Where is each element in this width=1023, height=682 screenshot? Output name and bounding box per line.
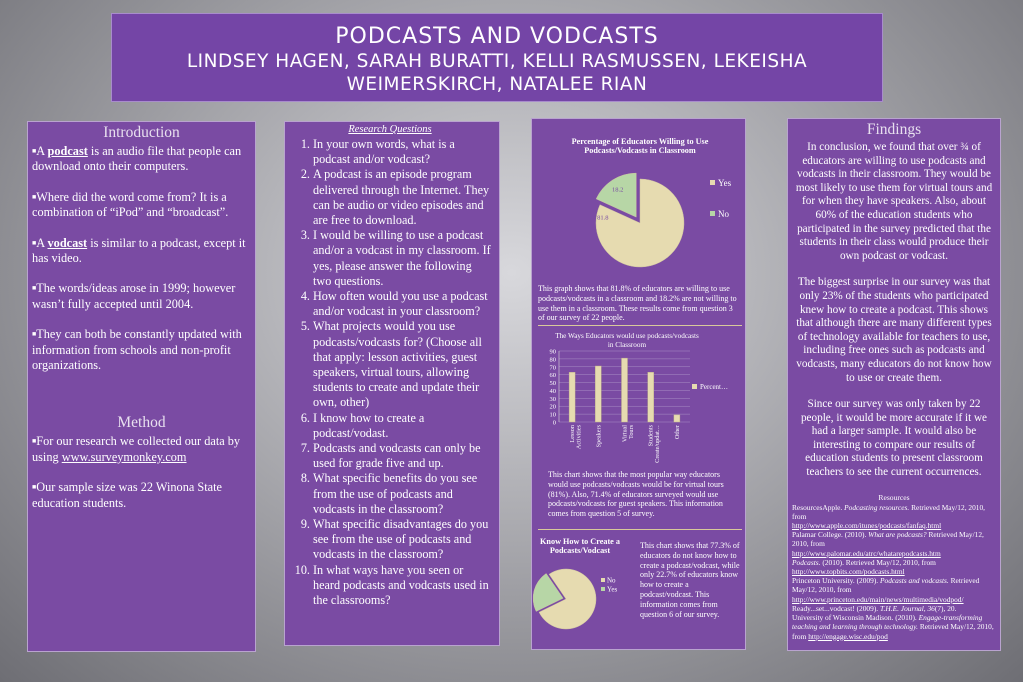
x-tick-label: Students [647,425,655,447]
legend-swatch [710,180,715,185]
x-tick-label: Create/updat… [654,425,662,463]
y-tick-label: 30 [549,395,556,403]
x-tick-label-group [674,425,681,439]
divider [538,325,742,326]
research-questions-panel [284,121,500,646]
findings-paragraph-2: The biggest surprise in our survey was that only 23% of the students who participated knew how to create a podcast. This shows that although there are many different types of technology available for teachers to use, including free ones such as podcasts and vodcasts, many educators do not know how to use or create them. [796,276,992,384]
y-tick-label: 40 [549,387,556,395]
reference-link[interactable]: http://www.topbits.com/podcasts.html [792,567,905,577]
know-how-pie-chart [532,559,630,649]
y-tick-label: 0 [552,419,556,427]
poster-authors: LINDSEY HAGEN, SARAH BURATTI, KELLI RASMUSSEN, LEKEISHA WEIMERSKIRCH, NATALEE RIAN [186,51,808,95]
bar-chart-title: in Classroom [607,341,647,349]
bar [674,415,680,422]
title-banner [111,13,883,102]
y-tick-label: 90 [549,348,556,356]
intro-point-3: ■A vodcast is similar to a podcast, except it has video. [32,235,246,266]
resources-list [792,503,996,641]
bar [595,366,601,422]
legend-label: No [718,209,729,219]
question-item: 10. In what ways have you seen or heard podcasts and vodcasts used in the classrooms? [313,563,493,609]
intro-point-4: ■The words/ideas arose in 1999; however wasn’t fully accepted until 2004. [32,281,236,311]
pie1-caption: This graph shows that 81.8% of educators are willing to use podcasts/vodcasts in a classroom and 18.2% are not willing to use them in a classroom. These results come from question 3 of our survey of 22 people. [538,284,737,323]
legend-swatch [601,587,605,591]
x-tick-label-group [569,424,583,449]
x-tick-label: Other [673,425,681,440]
research-questions-heading: Research Questions [348,124,432,135]
legend-swatch [710,211,715,216]
x-tick-label-group [648,424,662,462]
question-item: 6. I know how to create a podcast/vodast. [313,411,493,441]
reference-item: ResourcesApple. Podcasting resources. Retrieved May/12, 2010, from http://www.apple.com/itunes/podcasts/fanfaq.html [792,502,986,531]
bar [622,358,628,422]
question-item: 4. How often would you use a podcast and/or vodcast in your classroom? [313,289,493,319]
reference-item: Podcasts. (2010). Retrieved May/12, 2010, from http://www.topbits.com/podcasts.html [792,557,936,577]
question-item: 8. What specific benefits do you see from the use of podcasts and vodcasts in the classroom? [313,471,493,517]
legend-label: No [607,576,616,585]
pie-data-label: 18.2 [611,186,624,194]
resources-heading: Resources [878,492,910,502]
pie2-title: Know How to Create a Podcasts/Vodcast [540,537,620,555]
x-tick-label: Speakers [595,425,603,448]
research-questions-list [287,137,493,608]
y-tick-label: 20 [549,403,556,411]
introduction-heading: Introduction [103,124,180,141]
findings-heading: Findings [866,121,922,138]
findings-panel [787,118,1001,651]
reference-item: Princeton University. (2009). Podcasts and vodcasts. Retrieved May/12, 2010, from http://www.princeton.edu/main/news/multimedia/vodpod/ [792,576,980,604]
x-tick-label: Virtual [621,425,629,443]
legend-label: Yes [718,178,732,188]
method-point-2: ■Our sample size was 22 Winona State education students. [32,480,222,510]
question-item: 1. In your own words, what is a podcast and/or vodcast? [313,137,493,167]
bar [569,372,575,422]
divider [538,529,742,530]
charts-panel [531,118,746,650]
question-item: 9. What specific disadvantages do you see from the use of podcasts and vodcasts in the classroom? [313,517,493,563]
y-tick-label: 50 [549,380,556,388]
vodcast-term: vodcast [47,235,88,250]
pie-data-label: 81.8 [597,214,609,222]
willing-pie-chart [532,161,746,281]
bar-chart-title: The Ways Educators would use podcasts/vodcasts [555,332,699,340]
reference-link[interactable]: http://www.palomar.edu/atrc/whatarepodcasts.htm [792,548,941,558]
pie2-caption: This chart shows that 77.3% of educators do not know how to create a podcast/vodcast, while only 22.7% of educators know how to create a podcast/vodcast. This information comes from question 6 of our survey. [640,541,740,619]
bar [648,372,654,422]
reference-link[interactable]: http://engage.wisc.edu/pod [808,631,888,641]
reference-link[interactable]: http://www.apple.com/itunes/podcasts/fanfaq.html [792,521,942,531]
bar-caption: This chart shows that the most popular way educators would use podcasts/vodcasts would be for virtual tours (81%). Also, 71.4% of educators surveyed would use podcasts/vodcasts for guest speakers. This information comes from question 5 of survey. [548,470,724,519]
podcast-term: podcast [47,144,88,158]
legend-label: Yes [607,585,618,594]
pie1-title: Percentage of Educators Willing to Use Podcasts/Vodcasts in Classroom [571,137,709,155]
ways-bar-chart [532,327,746,467]
x-tick-label-group [622,424,636,442]
findings-paragraph-1: In conclusion, we found that over ¾ of educators are willing to use podcasts and vodcasts in their classroom. They would be most likely to use them for virtual tours and for when they have speakers. Also, about 60% of the education students who participated in the survey predicted that the students in their class would produce their own podcast or vodcast. [795,141,993,262]
legend-label: Percent… [700,383,728,391]
question-item: 7. Podcasts and vodcasts can only be used for grade five and up. [313,441,493,471]
y-tick-label: 70 [549,364,556,372]
y-tick-label: 60 [549,372,556,380]
surveymonkey-link[interactable]: www.surveymonkey.com [61,449,187,464]
x-tick-label: Lesson [569,425,577,443]
y-tick-label: 80 [549,356,556,364]
question-item: 2. A podcast is an episode program delivered through the Internet. They can be audio or video episodes and are free to download. [313,167,493,228]
intro-point-2: ■Where did the word come from? It is a combination of “iPod” and “broadcast”. [32,189,229,220]
method-point-1: ■For our research we collected our data by using www.surveymonkey.com [32,434,241,464]
reference-link[interactable]: http://www.princeton.edu/main/news/multimedia/vodpod/ [792,594,964,604]
findings-paragraph-3: Since our survey was only taken by 22 people, it would be more accurate if it we had a larger sample. It would also be interesting to compare our results of education students to present classroom teachers to see the current occurrences. [800,398,988,479]
reference-item: University of Wisconsin Madison. (2010). Engage-transforming teaching and learning through technology. Retrieved May/12, 2010, from http://engage.wisc.edu/pod [792,613,994,641]
reference-item: Ready...set...vodcast! (2009). T.H.E. Journal, 36(7), 20. [792,603,957,613]
method-heading: Method [117,414,166,432]
question-item: 5. What projects would you use podcasts/vodcasts for? (Choose all that apply: lesson activities, guest speakers, virtual tours, allowing students to create and update their own, other) [313,319,493,410]
intro-point-5: ■They can both be constantly updated with information from schools and non-profit organizations. [32,327,242,373]
legend-swatch [692,384,697,389]
x-tick-label: Activities [575,425,583,450]
x-tick-label-group [595,424,602,447]
y-tick-label: 10 [549,411,556,419]
question-item: 3. I would be willing to use a podcast and/or a vodcast in my classroom. If yes, please answer the following two questions. [313,228,493,289]
poster-title: PODCASTS AND VODCASTS [335,24,659,49]
intro-point-1: ■A podcast is an audio file that people can download onto their computers. [32,144,242,174]
legend-swatch [601,578,605,582]
introduction-panel [27,121,256,652]
x-tick-label: Tours [628,425,635,440]
reference-item: Palamar College. (2010). What are podcasts? Retrieved May/12, 2010, from http://www.palomar.edu/atrc/whatarepodcasts.htm [792,530,984,558]
